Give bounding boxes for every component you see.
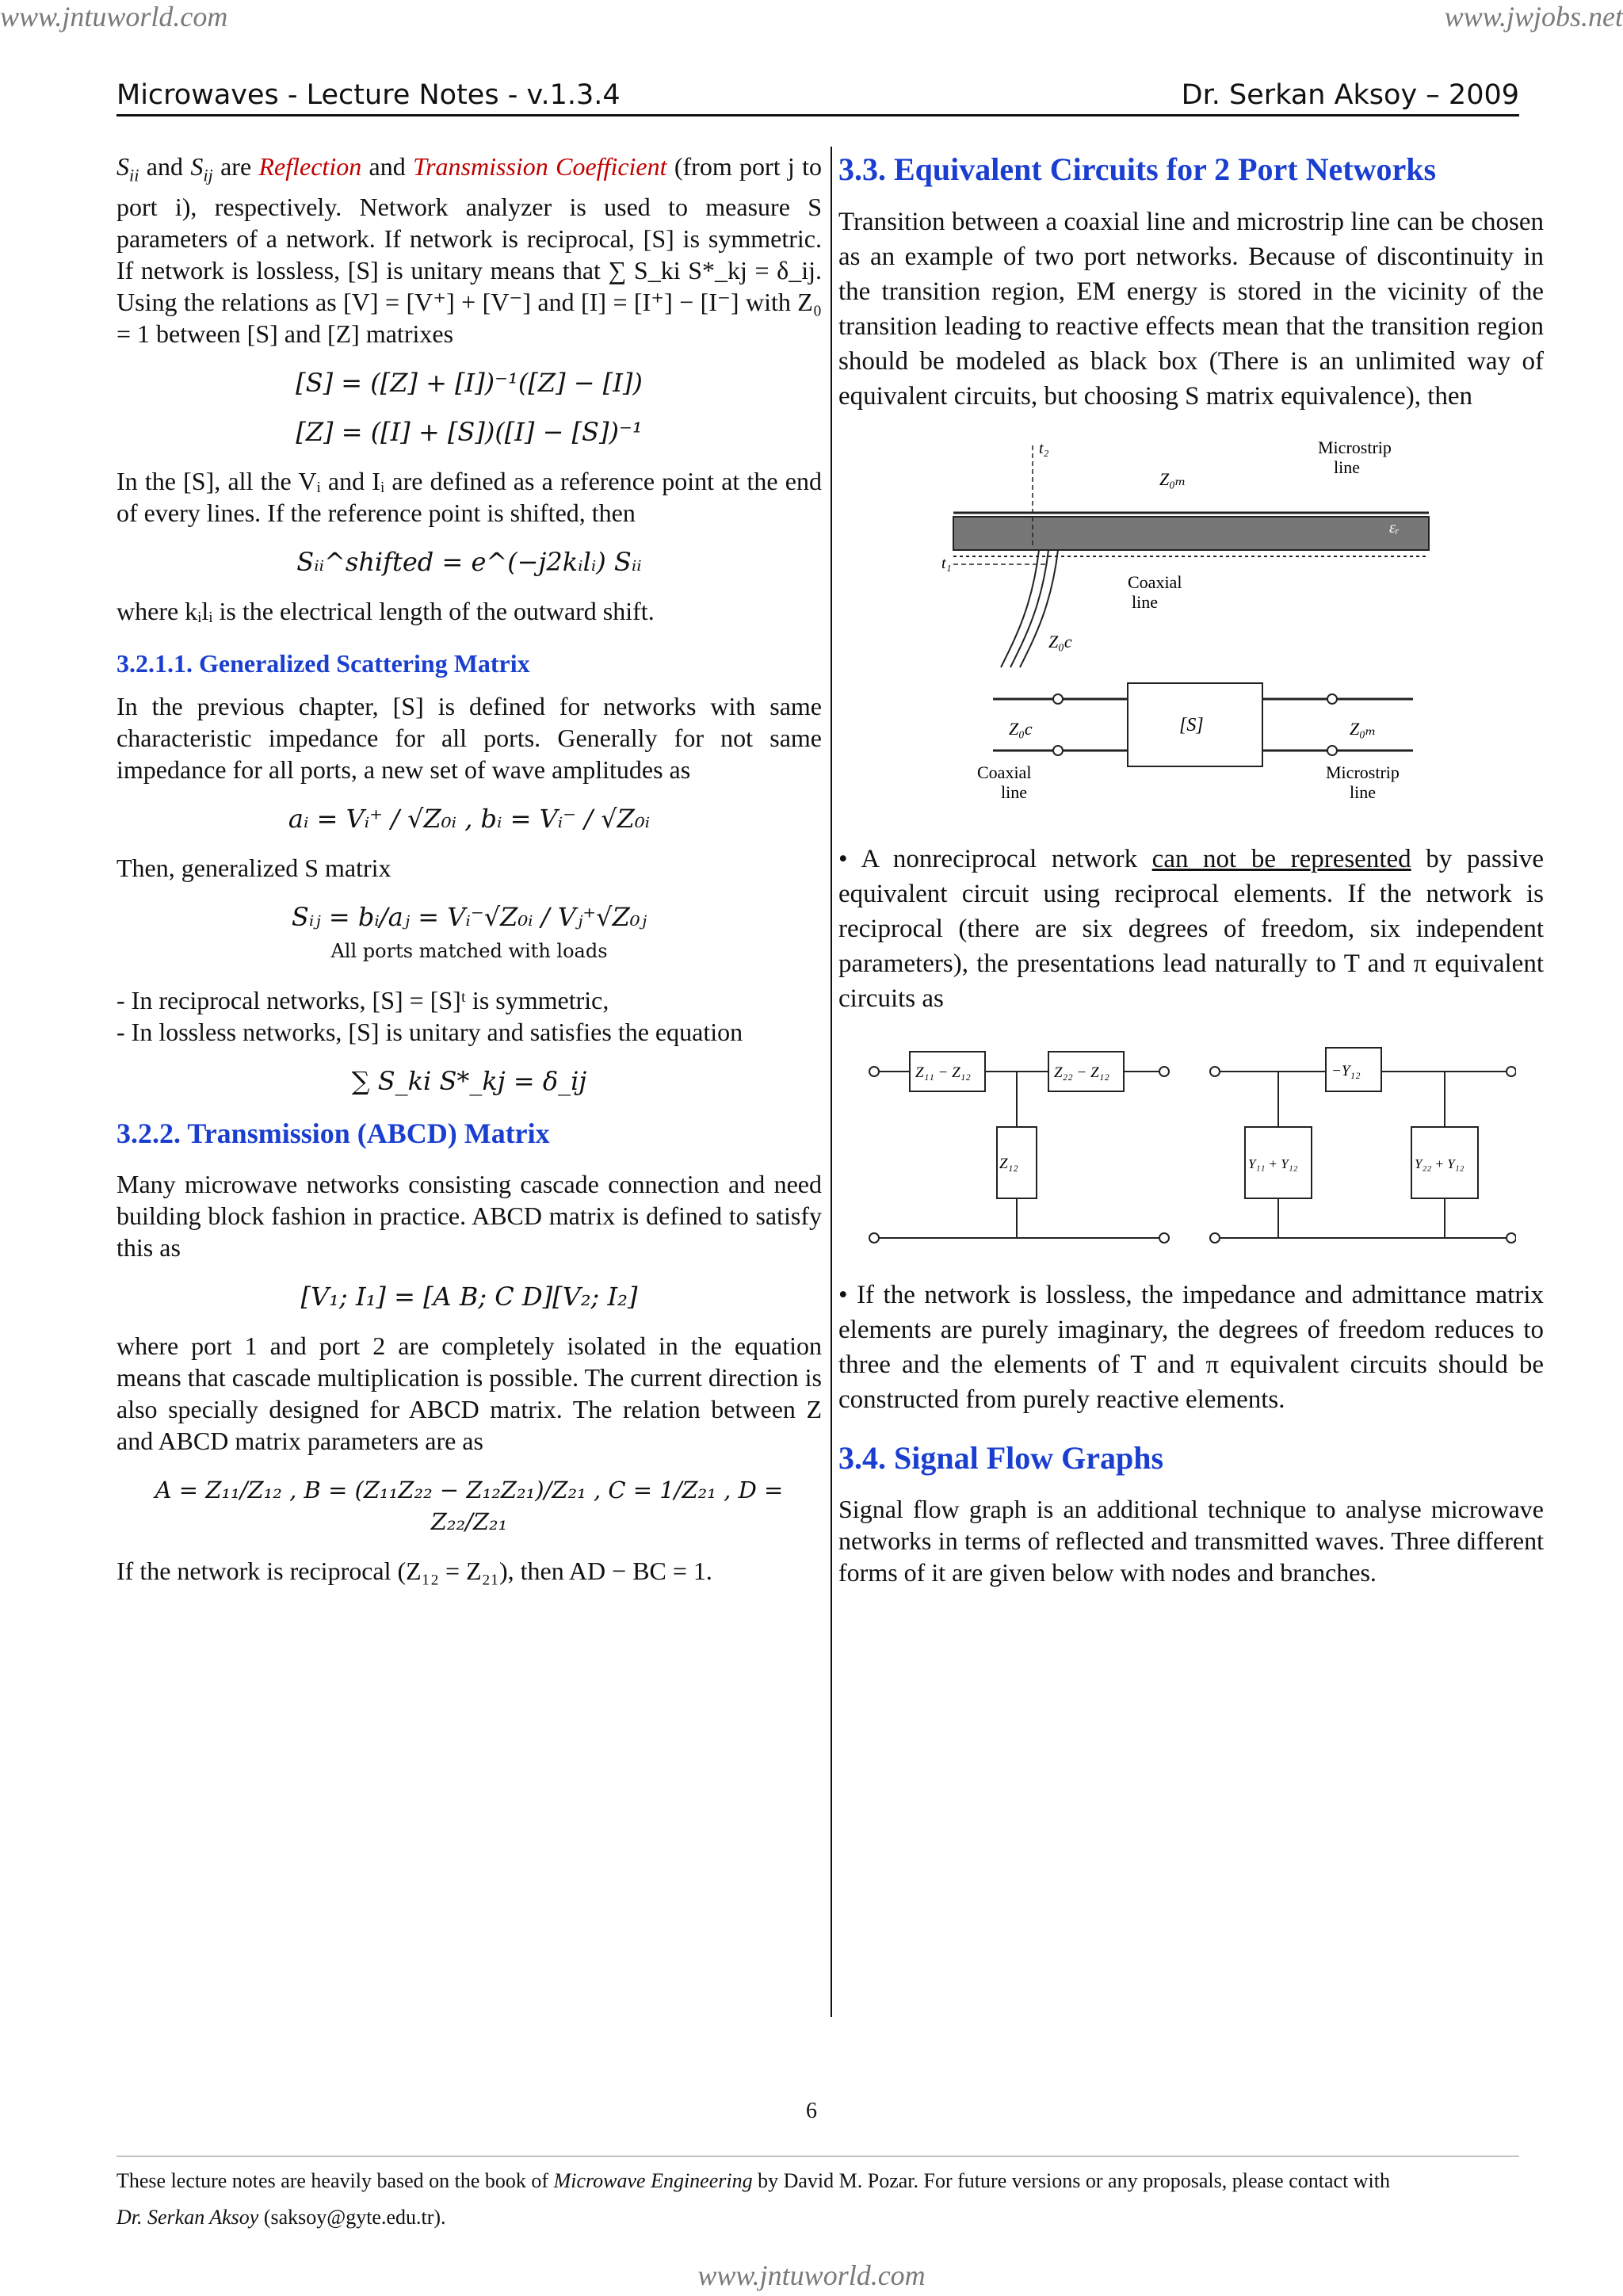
heading-generalized-scattering: 3.2.1.1. Generalized Scattering Matrix — [116, 649, 530, 678]
label-s-box: [S] — [1179, 715, 1204, 735]
label-t-shunt: Z₁₂ — [999, 1156, 1018, 1172]
paragraph-signal-flow: Signal flow graph is an additional technique to analyse microwave networks in terms of reflected and transmitted waves. Three different forms of it are given below with nodes and branches. — [838, 1495, 1544, 1587]
bullet-lossless: - In lossless networks, [S] is unitary and satisfies the equation — [116, 1018, 743, 1047]
paragraph-reciprocal-abcd: If the network is reciprocal (Z₁₂ = Z₂₁), then AD − BC = 1. — [116, 1557, 712, 1586]
paragraph-reference-point: In the [S], all the Vᵢ and Iᵢ are defined as a reference point at the end of every lines. If the reference point is shifted, then — [116, 467, 822, 528]
equation-note: All ports matched with loads — [330, 940, 608, 963]
label-z0c: Z₀c — [1048, 632, 1072, 651]
label-coaxial-box: Coaxial — [977, 762, 1032, 782]
label-microstrip-line-box: line — [1350, 782, 1376, 802]
heading-abcd: 3.2.2. Transmission (ABCD) Matrix — [116, 1117, 550, 1150]
label-line: line — [1334, 457, 1360, 477]
label-microstrip-box: Microstrip — [1326, 762, 1400, 782]
label-z0c-box: Z₀c — [1009, 719, 1033, 739]
label-coaxial: Coaxial — [1128, 572, 1182, 592]
watermark-top-left: www.jntuworld.com — [0, 1, 228, 32]
equation-shifted: Sᵢᵢ^shifted = e^(−j2kᵢlᵢ) Sᵢᵢ — [296, 547, 642, 578]
label-microstrip: Microstrip — [1318, 437, 1392, 457]
paragraph-generalized-s: Then, generalized S matrix — [116, 854, 391, 883]
equation-unitary: ∑ S_ki S*_kj = δ_ij — [351, 1066, 587, 1097]
equation-z-from-s: [Z] = ([I] + [S])([I] − [S])⁻¹ — [296, 417, 643, 448]
equation-s-from-z: [S] = ([Z] + [I])⁻¹([Z] − [I]) — [296, 368, 643, 399]
heading-equivalent-circuits: 3.3. Equivalent Circuits for 2 Port Networks — [838, 151, 1437, 187]
paragraph-abcd-cascade: where port 1 and port 2 are completely isolated in the equation means that cascade multiplication is possible. The current direction is also specially designed for ABCD matrix. The relation between Z and ABCD matrix parameters are as — [116, 1331, 822, 1456]
label-z0m: Z₀ₘ — [1159, 469, 1186, 489]
label-pi-shunt-right: Y₂₂ + Y₁₂ — [1415, 1156, 1465, 1171]
footer-line-2: Dr. Serkan Aksoy (saksoy@gyte.edu.tr). — [116, 2206, 446, 2229]
heading-signal-flow: 3.4. Signal Flow Graphs — [838, 1440, 1164, 1476]
paragraph-abcd-intro: Many microwave networks consisting cascade connection and need building block fashion in practice. ABCD matrix is defined to satisfy this as — [116, 1170, 822, 1263]
paragraph-s-params: $S_{ii}$ and $S_{ij}$ are Reflection and Transmission Coefficient (from port j to port i), respectively. Network analyzer is used to measure S parameters of a network. If network is reciprocal, [S] is symmetric. If network is lossless, [S] is unitary means that ∑ S_ki S*_kj = δ_ij. Using the relations as [V] = [V⁺] + [V⁻] and [I] = [I⁺] − [I⁻] with Z₀ = 1 between [S] and [Z] matrixes — [116, 152, 823, 349]
watermark-bottom: www.jntuworld.com — [697, 2260, 926, 2291]
bullet-reciprocal: - In reciprocal networks, [S] = [S]ᵗ is symmetric, — [116, 986, 609, 1015]
label-er: εᵣ — [1389, 519, 1400, 537]
equation-abcd-from-z: A = Z₁₁/Z₁₂ , B = (Z₁₁Z₂₂ − Z₁₂Z₂₁)/Z₂₁ , C = 1/Z₂₁ , D = Z₂₂/Z₂₁ — [155, 1477, 784, 1536]
label-t1: t₁ — [941, 555, 952, 572]
label-t-series-right: Z₂₂ − Z₁₂ — [1054, 1064, 1109, 1081]
equation-wave-amplitudes: aᵢ = Vᵢ⁺ / √Z₀ᵢ , bᵢ = Vᵢ⁻ / √Z₀ᵢ — [288, 804, 651, 835]
t-pi-equivalent-figure — [866, 1032, 1516, 1262]
label-pi-shunt-left: Y₁₁ + Y₁₂ — [1248, 1156, 1298, 1171]
column-divider — [831, 147, 832, 2017]
paragraph-electrical-length: where kᵢlᵢ is the electrical length of the outward shift. — [116, 597, 655, 626]
coax-microstrip-figure — [938, 430, 1445, 826]
footer — [116, 2156, 1519, 2236]
right-column — [838, 151, 1544, 1588]
equation-generalized-s: Sᵢⱼ = bᵢ/aⱼ = Vᵢ⁻√Z₀ᵢ / Vⱼ⁺√Z₀ⱼ All ports matched with loads — [291, 902, 647, 963]
paragraph-wave-amplitudes: In the previous chapter, [S] is defined for networks with same characteristic impedance for all ports. Generally for not same impedance for all ports, a new set of wave amplitudes as — [116, 692, 822, 785]
paragraph-coax-transition: Transition between a coaxial line and microstrip line can be chosen as an example of two port networks. Because of discontinuity in the transition region, EM energy is stored in the vicinity of the transition leading to reactive effects mean that the transition region should be modeled as black box (There is an unlimited way of equivalent circuits, but choosing S matrix equivalence), then — [838, 208, 1544, 411]
label-t-series-left: Z₁₁ − Z₁₂ — [915, 1064, 971, 1081]
label-coaxial-line-box: line — [1001, 782, 1027, 802]
bullet-nonreciprocal: • A nonreciprocal network can not be represented by passive equivalent circuit using reciprocal elements. If the network is reciprocal (there are six degrees of freedom, six independent parameters), the presentations lead naturally to T and π equivalent circuits as — [838, 845, 1544, 1013]
label-pi-series: −Y₁₂ — [1331, 1063, 1361, 1079]
footer-line-1: These lecture notes are heavily based on the book of Microwave Engineering by David M. Pozar. For future versions or any proposals, please contact with — [116, 2169, 1390, 2192]
label-coax-line: line — [1132, 592, 1158, 612]
header-title: Microwaves - Lecture Notes - v.1.3.4 — [116, 79, 621, 111]
equation-abcd-matrix: [V₁; I₁] = [A B; C D][V₂; I₂] — [300, 1282, 638, 1312]
page-number: 6 — [806, 2099, 817, 2123]
header-author: Dr. Serkan Aksoy – 2009 — [1181, 79, 1519, 111]
left-column — [116, 151, 822, 1587]
bullet-lossless-circuits: • If the network is lossless, the impedance and admittance matrix elements are purely imaginary, the degrees of freedom reduces to three and the elements of T and π equivalent circuits should be constructed from purely reactive elements. — [838, 1281, 1544, 1414]
label-t2: t₂ — [1039, 440, 1049, 457]
page-header — [116, 79, 1519, 117]
label-z0m-box: Z₀ₘ — [1350, 719, 1377, 739]
microstrip-substrate — [953, 517, 1429, 550]
watermark-top-right: www.jwjobs.net — [1444, 1, 1623, 32]
